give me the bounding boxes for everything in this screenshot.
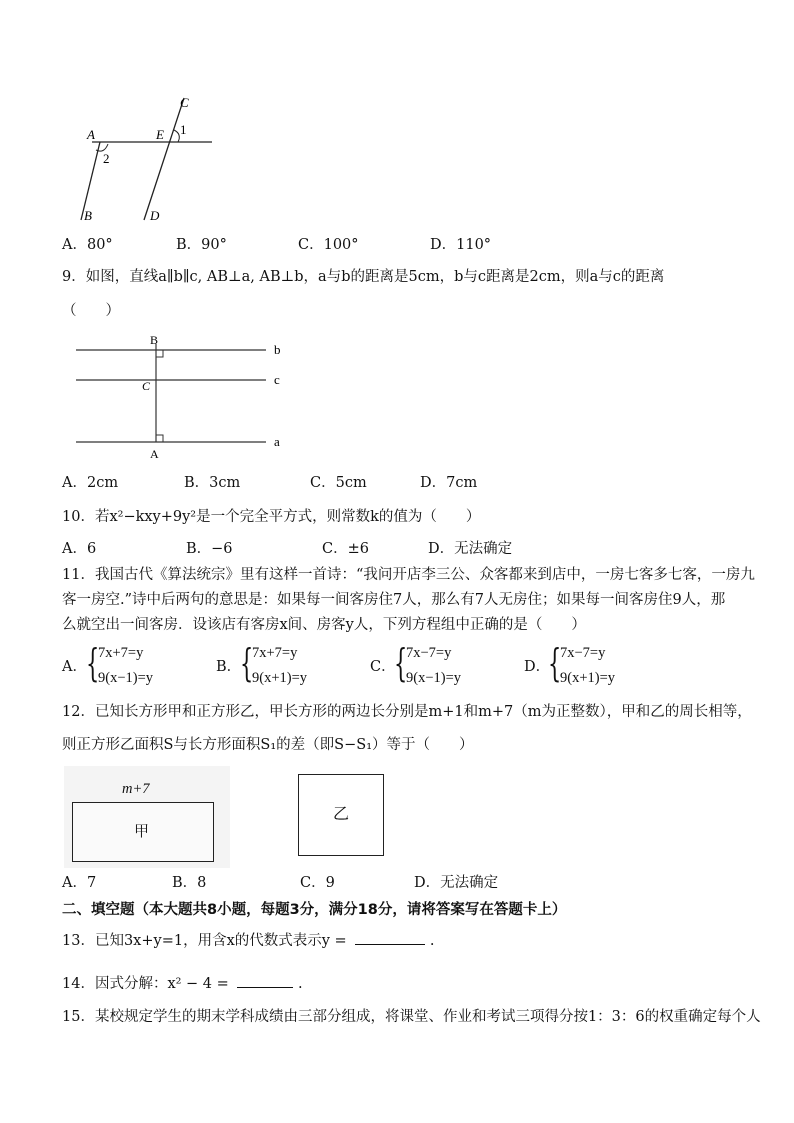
equation-1: 7x−7=y xyxy=(406,645,452,661)
label-1: 1 xyxy=(180,122,187,137)
equation-1: 7x−7=y xyxy=(560,645,606,661)
square-yi-label: 乙 xyxy=(333,804,350,823)
q13-text: 13．已知3x+y=1，用含x的代数式表示y = xyxy=(62,933,347,949)
label-b-line: b xyxy=(274,342,281,357)
option-label: A． xyxy=(62,659,87,675)
q12-option-a: A．7 xyxy=(62,875,97,891)
q9-option-c: C．5cm xyxy=(310,475,367,491)
q14 xyxy=(62,973,303,993)
q12-option-b: B．8 xyxy=(172,875,207,891)
brace: { xyxy=(394,641,408,685)
q8-option-d: D．110° xyxy=(430,237,492,253)
q11-option-d xyxy=(524,642,674,692)
right-angle-b xyxy=(156,350,163,357)
line-cd xyxy=(144,98,184,220)
label-a: A xyxy=(87,127,95,142)
equation-1: 7x+7=y xyxy=(98,645,144,661)
q8-option-b: B．90° xyxy=(176,237,227,253)
label-a-point: A xyxy=(150,447,159,461)
equation-2: 9(x+1)=y xyxy=(252,670,308,686)
equation-2: 9(x−1)=y xyxy=(98,670,154,686)
q11-line3: 么就空出一间客房．设该店有客房x间、房客y人，下列方程组中正确的是（ ） xyxy=(62,617,586,633)
option-label: C． xyxy=(370,659,396,675)
q9-paren: （ ） xyxy=(62,303,120,319)
q10-option-c: C．±6 xyxy=(322,541,369,557)
label-b: B xyxy=(84,208,92,223)
q13-end: . xyxy=(429,933,435,949)
q14-end: . xyxy=(298,976,303,992)
q10-option-d: D．无法确定 xyxy=(428,541,513,557)
label-c: C xyxy=(180,95,189,110)
q12-line1: 12．已知长方形甲和正方形乙，甲长方形的两边长分别是m+1和m+7（m为正整数），甲和乙的周长相等， xyxy=(62,704,752,720)
q8-option-a: A．80° xyxy=(62,237,113,253)
q9-option-a: A．2cm xyxy=(62,475,119,491)
option-label: D． xyxy=(524,659,551,675)
q11-option-b xyxy=(216,642,366,692)
equation-2: 9(x−1)=y xyxy=(406,670,462,686)
q10-option-a: A．6 xyxy=(62,541,97,557)
q11-line1: 11．我国古代《算法统宗》里有这样一首诗：“我问开店李三公、众客都来到店中，一房七客多七客，一房九 xyxy=(62,567,755,583)
label-2: 2 xyxy=(103,151,110,166)
angle-1-arc xyxy=(174,130,179,142)
q12-line2: 则正方形乙面积S与长方形面积S₁的差（即S−S₁）等于（ ） xyxy=(62,737,474,753)
q9-stem: 9．如图，直线a∥b∥c, AB⊥a, AB⊥b，a与b的距离是5cm，b与c距离是2cm，则a与c的距离 xyxy=(62,269,665,285)
q11-option-a xyxy=(62,642,212,692)
brace: { xyxy=(240,641,254,685)
q8-option-c: C．100° xyxy=(298,237,359,253)
label-c-line: c xyxy=(274,372,280,387)
brace: { xyxy=(548,641,562,685)
q15-line1: 15．某校规定学生的期末学科成绩由三部分组成，将课堂、作业和考试三项得分按1：3：6的权重确定每个人 xyxy=(62,1009,761,1025)
q12-option-d: D．无法确定 xyxy=(414,875,499,891)
label-a-line: a xyxy=(274,434,280,449)
q13 xyxy=(62,930,435,950)
label-c-point: C xyxy=(142,379,151,393)
q13-answer-blank[interactable] xyxy=(355,930,425,945)
q14-text: 14．因式分解：x² − 4 = xyxy=(62,976,229,992)
equation-2: 9(x+1)=y xyxy=(560,670,616,686)
q8-figure xyxy=(70,92,230,224)
option-label: B． xyxy=(216,659,242,675)
section-title: 二、填空题（本大题共8小题，每题3分，满分18分，请将答案写在答题卡上） xyxy=(62,902,567,918)
q9-figure xyxy=(76,330,292,462)
right-angle-a xyxy=(156,435,163,442)
label-d: D xyxy=(150,208,160,223)
q10-option-b: B．−6 xyxy=(186,541,233,557)
label-e: E xyxy=(156,127,164,142)
q10-stem: 10．若x²−kxy+9y²是一个完全平方式，则常数k的值为（ ） xyxy=(62,509,481,525)
q12-figure-rect-area xyxy=(64,766,230,868)
q14-answer-blank[interactable] xyxy=(237,973,293,988)
rect-width-label: m+7 xyxy=(122,781,150,797)
q11-line2: 客一房空.”诗中后两句的意思是：如果每一间客房住7人，那么有7人无房住；如果每一间客房住9人，那 xyxy=(62,592,726,608)
equation-1: 7x+7=y xyxy=(252,645,298,661)
label-b-point: B xyxy=(150,333,159,347)
brace: { xyxy=(86,641,100,685)
q12-option-c: C．9 xyxy=(300,875,335,891)
q9-option-b: B．3cm xyxy=(184,475,241,491)
rect-jia-label: 甲 xyxy=(134,822,150,840)
q11-option-c xyxy=(370,642,520,692)
q9-option-d: D．7cm xyxy=(420,475,478,491)
